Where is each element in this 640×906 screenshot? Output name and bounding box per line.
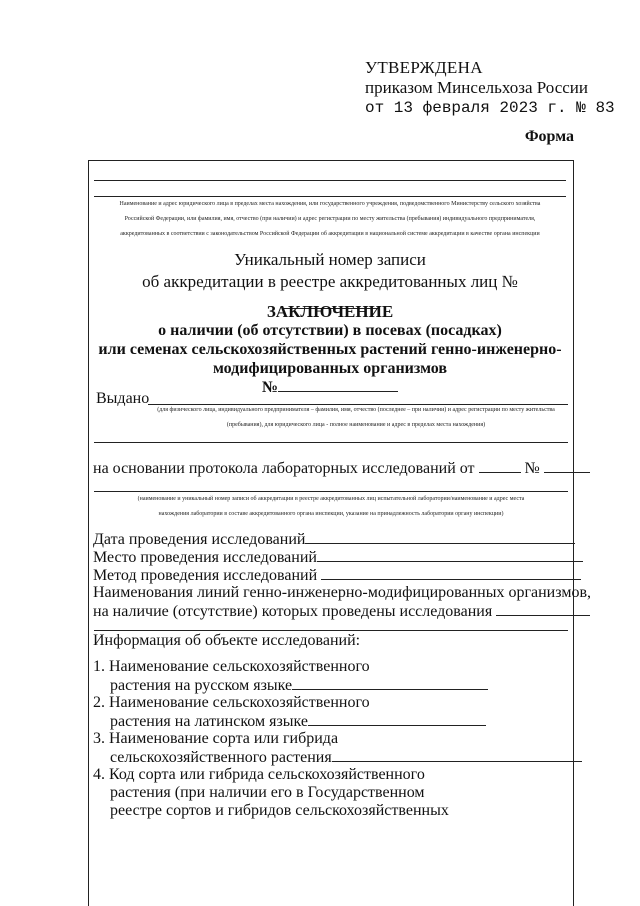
conclusion-line-1: о наличии (об отсутствии) в посевах (посадках): [158, 322, 502, 339]
object-item-3-input[interactable]: [332, 748, 582, 762]
method-label: Метод проведения исследований: [93, 567, 318, 584]
object-item-2-line-2: растения на латинском языке: [110, 713, 309, 730]
conclusion-number-field[interactable]: [278, 378, 398, 392]
object-item-4: [93, 766, 449, 820]
conclusion-number-line: [94, 378, 566, 397]
object-item-3-line-2: сельскохозяйственного растения: [110, 749, 332, 766]
conclusion-number-sign: №: [261, 379, 279, 396]
date-field-row: [93, 530, 575, 549]
method-field-row: [93, 566, 581, 585]
conclusion-line-3: модифицированных организмов: [212, 360, 448, 377]
gmo-lines-blank-line[interactable]: [94, 630, 568, 631]
conclusion-title: ЗАКЛЮЧЕНИЕ: [266, 302, 394, 321]
method-input[interactable]: [321, 566, 581, 580]
unique-number-text: об аккредитации в реестре аккредитованных лиц №: [142, 272, 518, 291]
basis-number-field[interactable]: [544, 459, 590, 473]
header-note: [94, 197, 566, 242]
basis-date-field[interactable]: [479, 459, 521, 473]
header-note-line-2: Российской Федерации, или фамилия, имя, отчество (при наличии) и адрес регистрации по месту жительства (пребывания) индивидуального предпринимателя,: [124, 216, 536, 222]
header-blank-line-1[interactable]: [94, 180, 566, 181]
basis-number-sign: №: [524, 460, 540, 477]
approval-block: [365, 58, 615, 118]
object-item-2: [93, 694, 486, 731]
object-item-4-line-3: реестре сортов и гибридов сельскохозяйственных: [110, 802, 449, 819]
basis-line: [93, 459, 590, 478]
object-item-1-input[interactable]: [292, 676, 488, 690]
object-item-2-input[interactable]: [308, 712, 486, 726]
header-note-line-3: аккредитованных в соответствии с законодательством Российской Федерации об аккредитации в национальной системе аккредитации в качестве органа инспекции: [120, 231, 540, 237]
gmo-lines-input[interactable]: [496, 602, 590, 616]
issued-note-line-2: (пребывания), для юридического лица - полное наименование и адрес в пределах места нахождения): [226, 422, 486, 428]
object-heading: Информация об объекте исследований:: [93, 632, 361, 649]
issued-label: Выдано: [96, 390, 150, 407]
date-input[interactable]: [305, 530, 575, 544]
conclusion-title-block: [94, 302, 566, 397]
gmo-lines-label-1: Наименования линий генно-инженерно-модифицированных организмов,: [93, 584, 592, 601]
order-date-line: от 13 февраля 2023 г. № 83: [365, 99, 615, 117]
object-item-2-line-1: 2. Наименование сельскохозяйственного: [93, 694, 370, 711]
object-item-4-line-1: 4. Код сорта или гибрида сельскохозяйственного: [93, 766, 425, 783]
object-item-1: [93, 658, 488, 695]
object-item-1-line-2: растения на русском языке: [110, 677, 293, 694]
object-item-3-line-1: 3. Наименование сорта или гибрида: [93, 730, 339, 747]
place-label: Место проведения исследований: [93, 549, 317, 566]
form-label: Форма: [524, 128, 574, 145]
conclusion-line-2: или семенах сельскохозяйственных растений генно-инженерно-: [98, 341, 562, 358]
gmo-lines-row: [93, 602, 590, 621]
approved-label: УТВЕРЖДЕНА: [365, 58, 483, 77]
issued-note-line-1: (для физического лица, индивидуального предпринимателя – фамилия, имя, отчество (последнее – при наличии) и адрес регистрации по месту жительства: [157, 407, 555, 413]
place-field-row: [93, 548, 583, 567]
issued-note: [140, 403, 572, 433]
order-line: приказом Минсельхоза России: [365, 78, 588, 97]
basis-note-line-2: нахождения лаборатории в составе аккредитованного органа инспекции, указание на принадлежность лаборатории органу инспекции): [158, 511, 504, 517]
date-label: Дата проведения исследований: [93, 531, 306, 548]
issued-field-line-2[interactable]: [94, 442, 568, 443]
basis-note: [94, 492, 568, 522]
unique-number-label: Уникальный номер записи: [234, 250, 426, 269]
place-input[interactable]: [317, 548, 583, 562]
gmo-lines-label-2: на наличие (отсутствие) которых проведены исследования: [93, 603, 493, 620]
basis-note-line-1: (наименование и уникальный номер записи об аккредитации в реестре аккредитованных лиц испытательной лаборатории/наименование и адрес места: [137, 496, 525, 502]
basis-text: на основании протокола лабораторных исследований от: [93, 460, 475, 477]
header-note-line-1: Наименование и адрес юридического лица в пределах места нахождения, или государственного учреждения, подведомственного Министерству сельского хозяйства: [119, 201, 541, 207]
object-item-4-line-2: растения (при наличии его в Государственном: [110, 784, 425, 801]
object-item-1-line-1: 1. Наименование сельскохозяйственного: [93, 658, 370, 675]
object-item-3: [93, 730, 582, 767]
